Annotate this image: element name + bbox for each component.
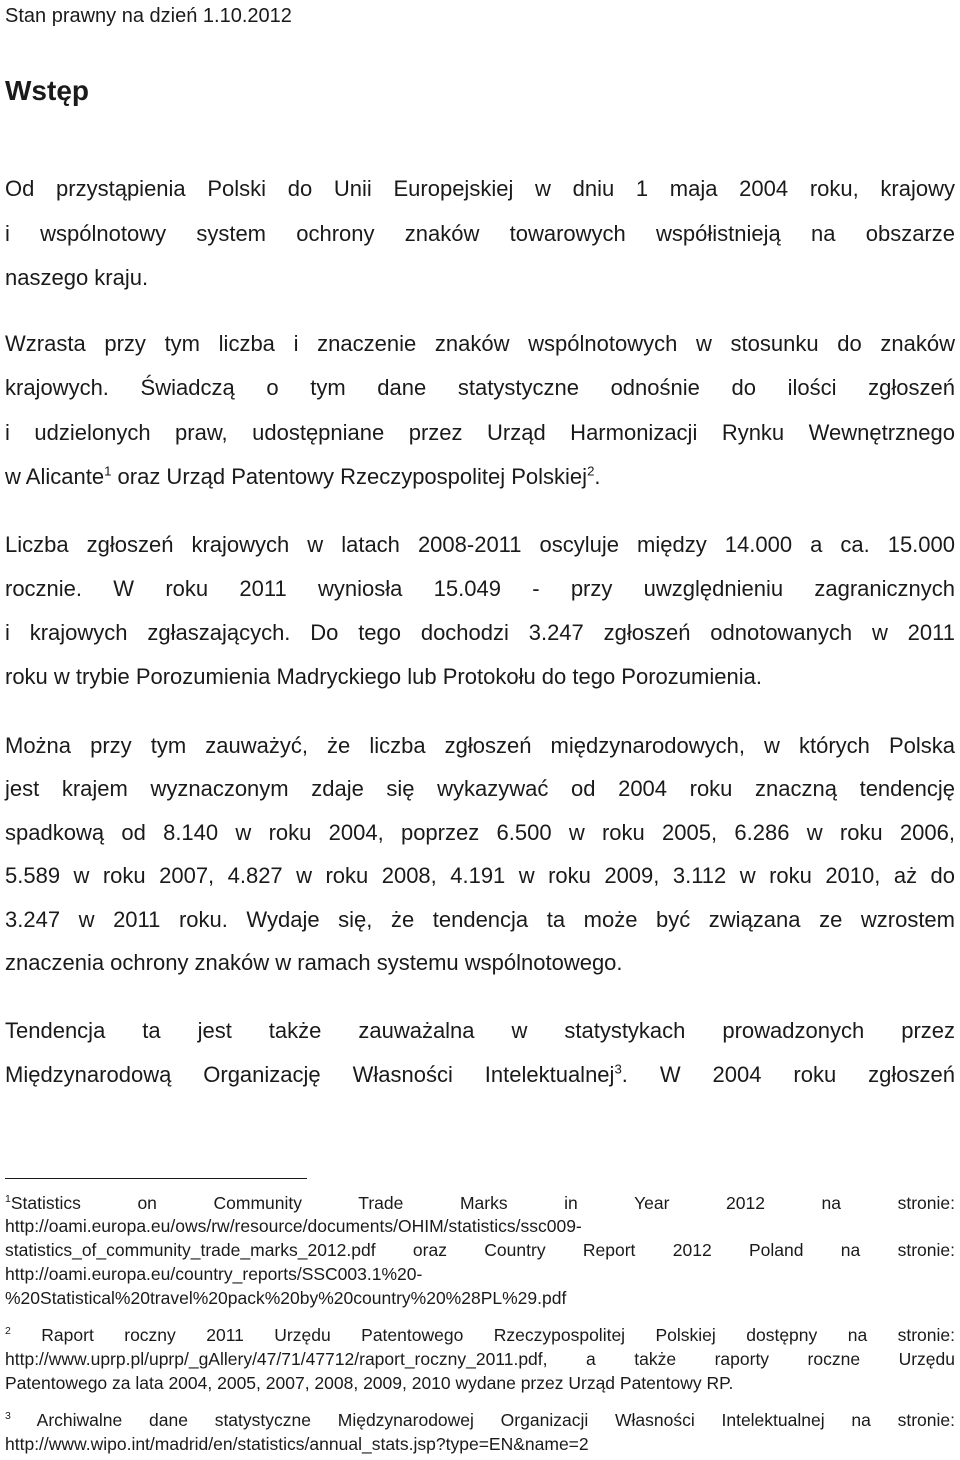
footnote-separator [5, 1178, 307, 1179]
p5-line-2 [5, 1061, 955, 1089]
p2-text-b: oraz Urząd Patentowy Rzeczypospolitej Polskiej [111, 464, 588, 489]
p4-line-5: 3.247 w 2011 roku. Wydaje się, że tendencja ta może być związana ze wzrostem [5, 907, 955, 932]
p3-line-4: roku w trybie Porozumienia Madryckiego lub Protokołu do tego Porozumienia. [5, 664, 762, 689]
p1-line-2: i wspólnotowy system ochrony znaków towarowych współistnieją na obszarze [5, 221, 955, 246]
p2-text-c: . [594, 464, 601, 489]
p3-line-3: i krajowych zgłaszających. Do tego dochodzi 3.247 zgłoszeń odnotowanych w 2011 [5, 620, 955, 645]
footnote-3-text: Archiwalne dane statystyczne Międzynarodowej Organizacji Własności Intelektualnej na stronie: [10, 1410, 955, 1430]
p3-line-1: Liczba zgłoszeń krajowych w latach 2008-2011 oscyluje między 14.000 a ca. 15.000 [5, 532, 955, 557]
p5-text-b: . W 2004 roku zgłoszeń [621, 1062, 955, 1087]
footnote-ref-3: 3 [614, 1061, 622, 1077]
p4-line-4: 5.589 w roku 2007, 4.827 w roku 2008, 4.191 w roku 2009, 3.112 w roku 2010, aż do [5, 863, 955, 888]
footnote-3-line-1 [5, 1409, 955, 1431]
p5-text-a: Międzynarodową Organizację Własności Intelektualnej [5, 1062, 615, 1087]
footnote-2-number: 2 [5, 1325, 11, 1338]
p4-line-3: spadkową od 8.140 w roku 2004, poprzez 6.500 w roku 2005, 6.286 w roku 2006, [5, 820, 955, 845]
footnote-1-url-1: http://oami.europa.eu/ows/rw/resource/documents/OHIM/statistics/ssc009- [5, 1216, 582, 1236]
footnote-1-text: Statistics on Community Trade Marks in Year 2012 na stronie: [10, 1193, 955, 1213]
footnote-1-url-3: %20Statistical%20travel%20pack%20by%20country%20%28PL%29.pdf [5, 1288, 567, 1308]
footnote-3-number: 3 [5, 1410, 11, 1423]
footnote-ref-2: 2 [587, 463, 595, 479]
footnote-2-line-2: http://www.uprp.pl/uprp/_gAllery/47/71/47712/raport_roczny_2011.pdf, a także raporty roczne Urzędu [5, 1349, 955, 1369]
footnote-2-line-3: Patentowego za lata 2004, 2005, 2007, 2008, 2009, 2010 wydane przez Urząd Patentowy RP. [5, 1373, 734, 1393]
footnote-1-url-2: http://oami.europa.eu/country_reports/SSC003.1%20- [5, 1264, 423, 1284]
p5-line-1: Tendencja ta jest także zauważalna w statystykach prowadzonych przez [5, 1018, 955, 1043]
legal-status-date: Stan prawny na dzień 1.10.2012 [5, 5, 292, 27]
footnote-2-text: Raport roczny 2011 Urzędu Patentowego Rzeczypospolitej Polskiej dostępny na stronie: [10, 1325, 955, 1345]
footnote-3-url: http://www.wipo.int/madrid/en/statistics/annual_stats.jsp?type=EN&name=2 [5, 1434, 589, 1454]
p4-line-2: jest krajem wyznaczonym zdaje się wykazywać od 2004 roku znaczną tendencję [5, 776, 955, 801]
footnote-1-number: 1 [5, 1193, 11, 1206]
footnote-1-line-3: statistics_of_community_trade_marks_2012.pdf oraz Country Report 2012 Poland na stronie: [5, 1240, 955, 1260]
footnote-1-line-1 [5, 1192, 955, 1214]
p2-text-a: w Alicante [5, 464, 105, 489]
p1-line-1: Od przystąpienia Polski do Unii Europejskiej w dniu 1 maja 2004 roku, krajowy [5, 176, 955, 201]
p2-line-3: i udzielonych praw, udostępniane przez Urząd Harmonizacji Rynku Wewnętrznego [5, 420, 955, 445]
p2-line-4 [5, 463, 955, 491]
p4-line-1: Można przy tym zauważyć, że liczba zgłoszeń międzynarodowych, w których Polska [5, 733, 955, 758]
p2-line-2: krajowych. Świadczą o tym dane statystyczne odnośnie do ilości zgłoszeń [5, 375, 955, 400]
p1-line-3: naszego kraju. [5, 265, 149, 290]
p3-line-2: rocznie. W roku 2011 wyniosła 15.049 - przy uwzględnieniu zagranicznych [5, 576, 955, 601]
footnote-2-line-1 [5, 1324, 955, 1346]
section-heading: Wstęp [5, 75, 89, 106]
p4-line-6: znaczenia ochrony znaków w ramach systemu wspólnotowego. [5, 950, 623, 975]
p2-line-1: Wzrasta przy tym liczba i znaczenie znaków wspólnotowych w stosunku do znaków [5, 331, 955, 356]
footnote-ref-1: 1 [104, 463, 112, 479]
